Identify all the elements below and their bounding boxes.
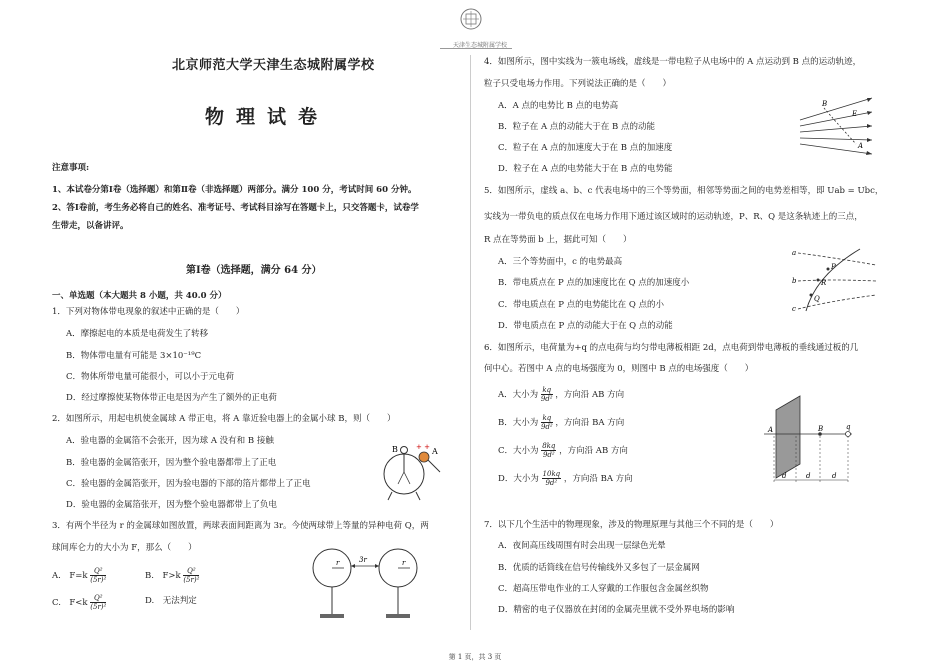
- notice-1: 1、本试卷分第Ⅰ卷（选择题）和第Ⅱ卷（非选择题）两部分。满分 100 分，考试时间 60 分钟。: [52, 185, 417, 195]
- q7-option-a: A．夜间高压线周围有时会出现一层绿色光晕: [498, 541, 666, 551]
- q4-label-a: A: [858, 142, 864, 150]
- q4-option-c: C．粒子在 A 点的加速度大于在 B 点的加速度: [498, 143, 673, 153]
- q5-label-a: a: [792, 249, 797, 257]
- q6-label-d1: d: [782, 472, 787, 480]
- q4-label-e: E: [852, 110, 858, 118]
- q6-option-c: C．大小为 $\frac{8kq}{\text{9d²}}$ ，方向沿 AB 方向: [498, 442, 628, 459]
- notice-2a: 2、答Ⅰ卷前，考生务必将自己的姓名、准考证号、考试科目涂写在答题卡上，只交答题卡，试卷学: [52, 203, 419, 213]
- q7-option-c: C．超高压带电作业的工人穿戴的工作服包含金属丝织物: [498, 584, 709, 594]
- q6-option-d: D．大小为 $\frac{10kq}{\text{9d²}}$ ，方向沿 BA 方向: [498, 470, 633, 487]
- q5-stem-3: R 点在等势面 b 上，据此可知（ ）: [484, 235, 632, 245]
- q5-option-c: C．带电质点在 P 点的电势能比在 Q 点的小: [498, 300, 665, 310]
- header-school-caption: 天津生态城附属学校: [452, 42, 507, 49]
- q6-plate-charge-figure: [762, 392, 858, 488]
- q4-option-b: B．粒子在 A 点的动能大于在 B 点的动能: [498, 122, 655, 132]
- q5-label-q: Q: [814, 295, 820, 303]
- q3-option-c: C. F<k $\frac{\text{Q²}}{\text{(5r)²}}$: [52, 594, 107, 611]
- q5-option-a: A．三个等势面中，c 的电势最高: [498, 257, 623, 267]
- q6-option-a: A．大小为 $\frac{kq}{\text{9d²}}$ ，方向沿 AB 方向: [498, 386, 625, 403]
- q5-label-r: R: [821, 279, 827, 287]
- q5-stem-2: 实线为一带负电的质点仅在电场力作用下通过该区域时的运动轨迹，P、R、Q 是这条轨迹上的三点，: [484, 212, 863, 222]
- q2-option-a: A．验电器的金属箔不会张开，因为球 A 没有和 B 接触: [66, 436, 274, 446]
- q1-stem: 1．下列对物体带电现象的叙述中正确的是（ ）: [52, 307, 245, 317]
- q5-label-p: P: [831, 263, 836, 271]
- q3-option-d: D. 无法判定: [145, 596, 197, 606]
- q4-option-a: A．A 点的电势比 B 点的电势高: [498, 101, 619, 111]
- q5-option-b: B．带电质点在 P 点的加速度比在 Q 点的加速度小: [498, 278, 690, 288]
- q2-label-a: A: [432, 447, 438, 456]
- q5-equipotential-figure: [790, 245, 880, 315]
- exam-title: 物理试卷: [205, 106, 330, 128]
- q1-option-d: D．经过摩擦使某物体带正电是因为产生了额外的正电荷: [66, 393, 277, 403]
- q6-stem-1: 6．如图所示，电荷量为+q 的点电荷与均匀带电薄板相距 2d，点电荷到带电薄板的垂线通过板的几: [484, 343, 859, 353]
- q3-stem-1: 3．有两个半径为 r 的金属球如图放置，两球表面间距离为 3r。今使两球带上等量的异种电荷 Q，两: [52, 521, 429, 531]
- q4-field-lines-figure: [796, 92, 876, 158]
- q6-label-q: q: [846, 423, 851, 431]
- page-footer: 第 1 页，共 3 页: [448, 653, 502, 661]
- q5-stem-1: 5．如图所示，虚线 a、b、c 代表电场中的三个等势面，相邻等势面之间的电势差相等，即 Uab = Ubc，: [484, 186, 884, 196]
- school-logo-icon: [460, 8, 482, 38]
- q7-option-d: D．精密的电子仪器放在封闭的金属壳里就不受外界电场的影响: [498, 605, 735, 615]
- q2-electroscope-figure: [378, 440, 448, 502]
- q1-option-a: A．摩擦起电的本质是电荷发生了转移: [66, 329, 209, 339]
- q2-option-b: B．验电器的金属箔张开，因为整个验电器都带上了正电: [66, 458, 277, 468]
- q2-stem: 2．如图所示，用起电机使金属球 A 带正电，将 A 靠近验电器上的金属小球 B，则（ ）: [52, 414, 396, 424]
- header-rule: [440, 48, 512, 49]
- q6-label-d2: d: [806, 472, 811, 480]
- q6-stem-2: 何中心。若图中 A 点的电场强度为 0，则图中 B 点的电场强度（ ）: [484, 364, 754, 374]
- q1-option-c: C．物体所带电量可能很小，可以小于元电荷: [66, 372, 235, 382]
- q3-two-spheres-figure: [300, 546, 430, 626]
- q3-stem-2: 球间库仑力的大小为 F，那么（ ）: [52, 543, 197, 553]
- section-1-heading: 一、单选题（本大题共 8 小题，共 40.0 分）: [52, 291, 227, 301]
- column-divider: [470, 55, 471, 630]
- q6-option-b: B．大小为 $\frac{kq}{\text{9d²}}$ ，方向沿 BA 方向: [498, 414, 625, 431]
- q4-stem-2: 粒子只受电场力作用。下列说法正确的是（ ）: [484, 79, 672, 89]
- q6-label-d3: d: [832, 472, 837, 480]
- q6-label-b: B: [818, 425, 824, 433]
- q6-label-a: A: [768, 426, 774, 434]
- q3-label-3r: 3r: [359, 556, 367, 564]
- q4-option-d: D．粒子在 A 点的电势能大于在 B 点的电势能: [498, 164, 673, 174]
- q7-stem: 7．以下几个生活中的物理现象，涉及的物理原理与其他三个不同的是（ ）: [484, 520, 779, 530]
- school-name: 北京师范大学天津生态城附属学校: [172, 58, 375, 73]
- q5-label-c: c: [792, 305, 796, 313]
- q5-option-d: D．带电质点在 P 点的动能大于在 Q 点的动能: [498, 321, 673, 331]
- q3-option-b: B. F>k $\frac{\text{Q²}}{\text{(5r)²}}$: [145, 567, 200, 584]
- q3-label-r1: r: [336, 559, 340, 567]
- q3-option-a: A. F=k $\frac{\text{Q²}}{\text{(5r)²}}$: [52, 567, 107, 584]
- q3-label-r2: r: [402, 559, 406, 567]
- notice-2b: 生带走，以备讲评。: [52, 221, 129, 231]
- q2-option-c: C．验电器的金属箔张开，因为验电器的下部的箔片都带上了正电: [66, 479, 311, 489]
- svg-text:+ +: + +: [416, 443, 430, 451]
- q7-option-b: B．优质的话筒线在信号传输线外又多包了一层金属网: [498, 563, 700, 573]
- part-1-heading: 第Ⅰ卷（选择题，满分 64 分）: [186, 265, 322, 276]
- q1-option-b: B．物体带电量有可能是 3×10⁻¹⁹C: [66, 351, 202, 361]
- q2-option-d: D．验电器的金属箔张开，因为整个验电器都带上了负电: [66, 500, 277, 510]
- q5-label-b: b: [792, 277, 797, 285]
- notice-title: 注意事项:: [52, 163, 90, 173]
- q2-label-b: B: [392, 445, 398, 454]
- q4-stem-1: 4．如图所示，图中实线为一簇电场线，虚线是一带电粒子从电场中的 A 点运动到 B 点的运动轨迹，: [484, 57, 862, 67]
- q4-label-b: B: [822, 100, 828, 108]
